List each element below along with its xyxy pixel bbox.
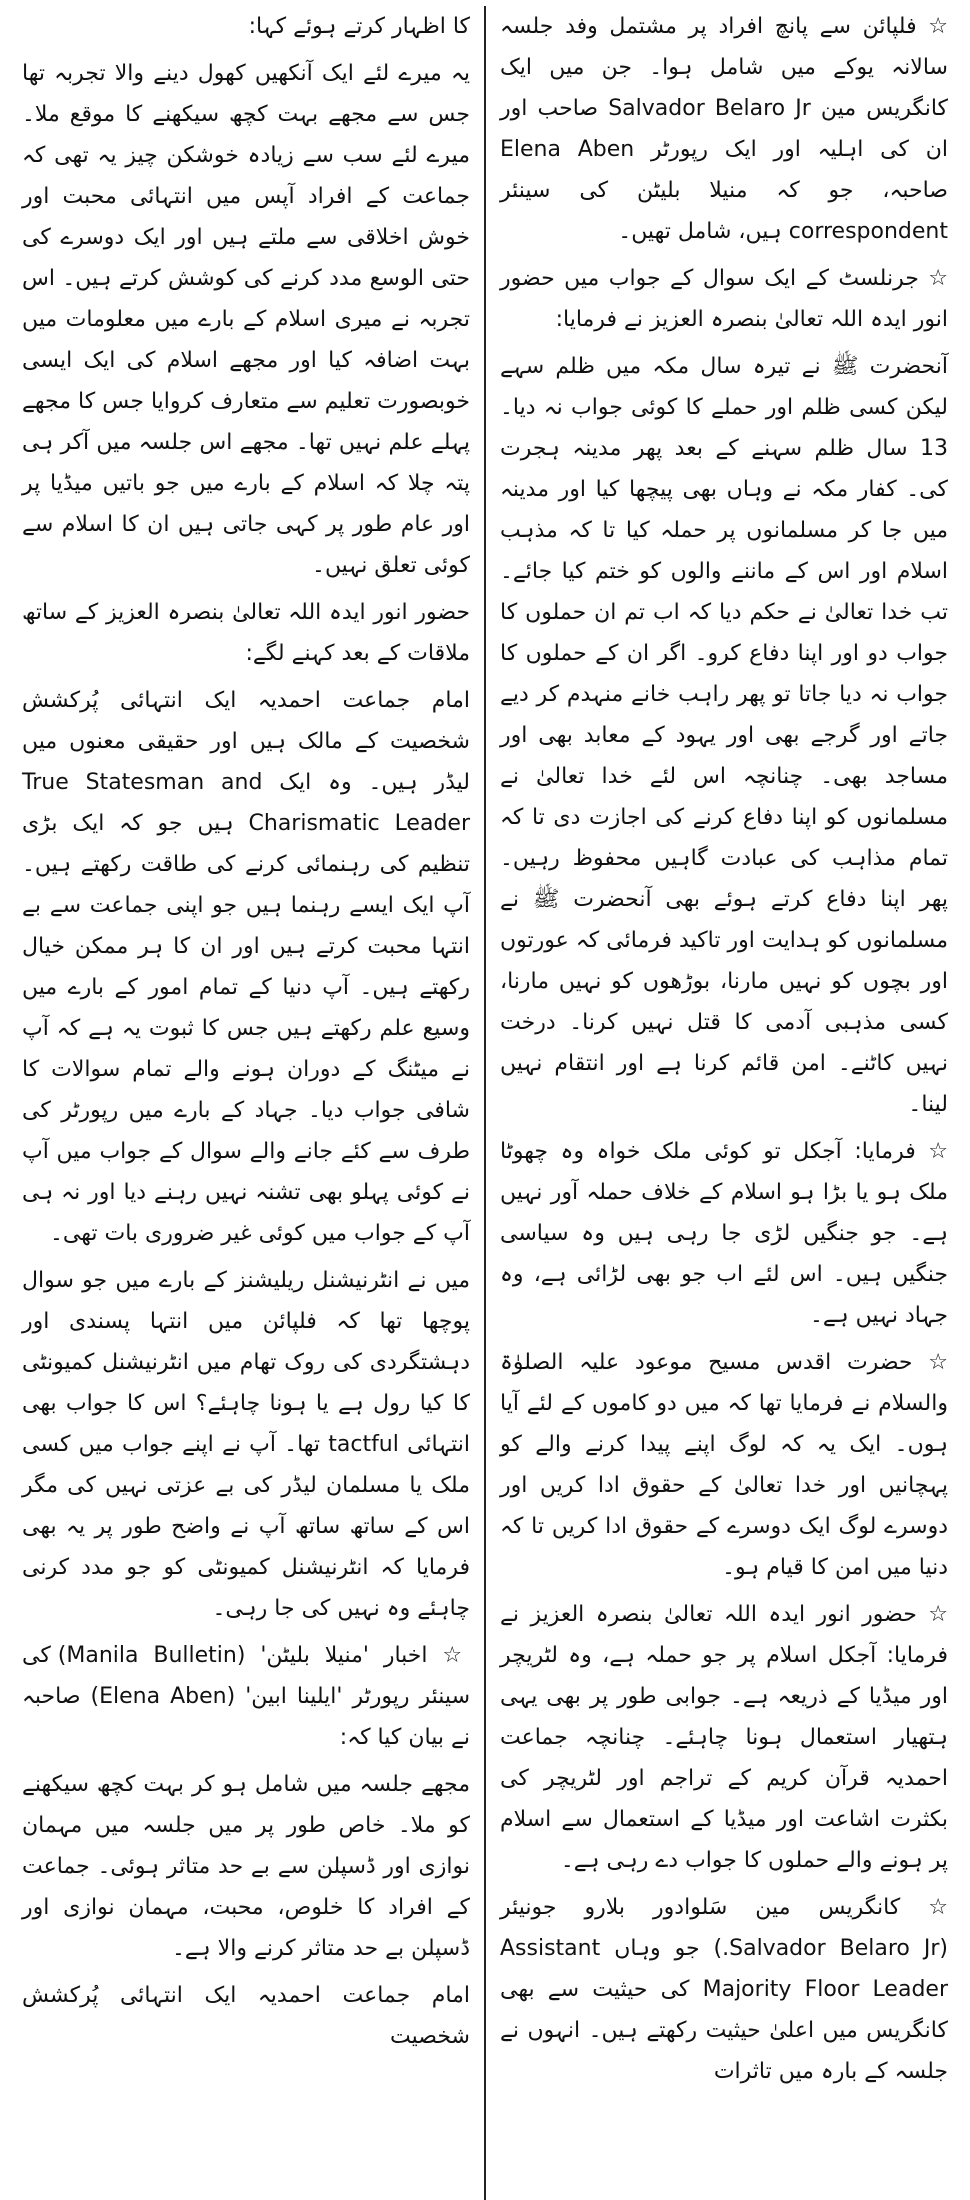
paragraph: ☆ فلپائن سے پانچ افراد پر مشتمل وفد جلسہ سالانہ یوکے میں شامل ہوا۔ جن میں ایک کانگریس مین Salvador Belaro Jr صاحب اور ان کی اہلیہ اور ایک رپورٹر Elena Aben صاحبہ، جو کہ منیلا بلیٹن کی سینئر correspondent ہیں، شامل تھیں۔	[500, 14, 948, 244]
paragraph: امام جماعت احمدیہ ایک انتہائی پُرکشش شخصیت کے مالک ہیں اور حقیقی معنوں میں لیڈر ہیں۔ وہ ایک True Statesman and Charismatic Leader ہیں جو کہ ایک بڑی تنظیم کی رہنمائی کرنے کی طاقت رکھتے ہیں۔ آپ ایک ایسے رہنما ہیں جو اپنی جماعت سے بے انتہا محبت کرتے ہیں اور ان کا ہر ممکن خیال رکھتے ہیں۔ آپ دنیا کے تمام امور کے بارے میں وسیع علم رکھتے ہیں جس کا ثبوت یہ ہے کہ آپ نے میٹنگ کے دوران ہونے والے تمام سوالات کا شافی جواب دیا۔ جہاد کے بارے میں رپورٹر کی طرف سے کئے جانے والے سوال کے جواب میں آپ نے کوئی پہلو بھی تشنہ نہیں رہنے دیا اور نہ ہی آپ کے جواب میں کوئی غیر ضروری بات تھی۔	[22, 688, 470, 1246]
paragraph: امام جماعت احمدیہ ایک انتہائی پُرکشش شخصیت	[22, 1983, 470, 2049]
paragraph: ☆ حضرت اقدس مسیح موعود علیہ الصلوٰۃ والسلام نے فرمایا تھا کہ میں دو کاموں کے لئے آیا ہوں۔ ایک یہ کہ لوگ اپنے پیدا کرنے والے کو پہچانیں اور خدا تعالیٰ کے حقوق ادا کریں اور دوسرے لوگ ایک دوسرے کے حقوق ادا کریں تا کہ دنیا میں امن کا قیام ہو۔	[500, 1350, 948, 1580]
paragraph: مجھے جلسہ میں شامل ہو کر بہت کچھ سیکھنے کو ملا۔ خاص طور پر میں جلسہ میں مہمان نوازی اور ڈسپلن سے بے حد متاثر ہوئی۔ جماعت کے افراد کا خلوص، محبت، مہمان نوازی اور ڈسپلن بے حد متاثر کرنے والا ہے۔	[22, 1772, 470, 1961]
paragraph: ☆ جرنلسٹ کے ایک سوال کے جواب میں حضور انور ایدہ اللہ تعالیٰ بنصرہ العزیز نے فرمایا:	[500, 266, 948, 332]
left-column	[14, 6, 478, 2200]
paragraph: ☆ حضور انور ایدہ اللہ تعالیٰ بنصرہ العزیز نے فرمایا: آجکل اسلام پر جو حملہ ہے، وہ لٹریچر اور میڈیا کے ذریعہ ہے۔ جوابی طور پر بھی یہی ہتھیار استعمال ہونا چاہئے۔ چنانچہ جماعت احمدیہ قرآن کریم کے تراجم اور لٹریچر کی بکثرت اشاعت اور میڈیا کے استعمال سے اسلام پر ہونے والے حملوں کا جواب دے رہی ہے۔	[500, 1602, 948, 1873]
paragraph: ☆ فرمایا: آجکل تو کوئی ملک خواہ وہ چھوٹا ملک ہو یا بڑا ہو اسلام کے خلاف حملہ آور نہیں ہے۔ جو جنگیں لڑی جا رہی ہیں وہ سیاسی جنگیں ہیں۔ اس لئے اب جو بھی لڑائی ہے، وہ جہاد نہیں ہے۔	[500, 1139, 948, 1328]
paragraph: کا اظہار کرتے ہوئے کہا:	[248, 14, 470, 39]
paragraph: آنحضرت ﷺ نے تیرہ سال مکہ میں ظلم سہے لیکن کسی ظلم اور حملے کا کوئی جواب نہ دیا۔ 13 سال ظلم سہنے کے بعد پھر مدینہ ہجرت کی۔ کفار مکہ نے وہاں بھی پیچھا کیا اور مدینہ میں جا کر مسلمانوں پر حملہ کیا تا کہ مذہب اسلام اور اس کے ماننے والوں کو ختم کیا جائے۔ تب خدا تعالیٰ نے حکم دیا کہ اب تم ان حملوں کا جواب دو اور اپنا دفاع کرو۔ اگر ان کے حملوں کا جواب نہ دیا جاتا تو پھر راہب خانے منہدم کر دیے جاتے اور گرجے بھی اور یہود کے معابد بھی اور مساجد بھی۔ چنانچہ اس لئے خدا تعالیٰ نے مسلمانوں کو اپنا دفاع کرنے کی اجازت دی تا کہ تمام مذاہب کی عبادت گاہیں محفوظ رہیں۔ پھر اپنا دفاع کرتے ہوئے بھی آنحضرت ﷺ نے مسلمانوں کو ہدایت اور تاکید فرمائی کہ عورتوں اور بچوں کو نہیں مارنا، بوڑھوں کو نہیں مارنا، کسی مذہبی آدمی کا قتل نہیں کرنا۔ درخت نہیں کاٹنے۔ امن قائم کرنا ہے اور انتقام نہیں لینا۔	[500, 354, 948, 1117]
right-column	[492, 6, 956, 2200]
paragraph: ☆ اخبار 'منیلا بلیٹن' (Manila Bulletin) کی سینئر رپورٹر 'ایلینا ابین' (Elena Aben) صاحبہ نے بیان کیا کہ:	[22, 1643, 470, 1750]
paragraph: حضور انور ایدہ اللہ تعالیٰ بنصرہ العزیز کے ساتھ ملاقات کے بعد کہنے لگے:	[22, 600, 470, 666]
paragraph: ☆ کانگریس مین سَلوادور بلارو جونیئر (Salvador Belaro Jr.) جو وہاں Assistant Majority Floor Leader کی حیثیت سے بھی کانگریس میں اعلیٰ حیثیت رکھتے ہیں۔ انہوں نے جلسہ کے بارہ میں تاثرات	[500, 1895, 948, 2084]
column-divider	[484, 6, 486, 2200]
paragraph: میں نے انٹرنیشنل ریلیشنز کے بارے میں جو سوال پوچھا تھا کہ فلپائن میں انتہا پسندی اور دہشتگردی کی روک تھام میں انٹرنیشنل کمیونٹی کا کیا رول ہے یا ہونا چاہئے؟ اس کا جواب بھی انتہائی tactful تھا۔ آپ نے اپنے جواب میں کسی ملک یا مسلمان لیڈر کی بے عزتی نہیں کی مگر اس کے ساتھ ساتھ آپ نے واضح طور پر یہ بھی فرمایا کہ انٹرنیشنل کمیونٹی کو جو مدد کرنی چاہئے وہ نہیں کی جا رہی۔	[22, 1268, 470, 1621]
paragraph: یہ میرے لئے ایک آنکھیں کھول دینے والا تجربہ تھا جس سے مجھے بہت کچھ سیکھنے کا موقع ملا۔ میرے لئے سب سے زیادہ خوشکن چیز یہ تھی کہ جماعت کے افراد آپس میں انتہائی محبت اور خوش اخلاقی سے ملتے ہیں اور ایک دوسرے کی حتی الوسع مدد کرنے کی کوشش کرتے ہیں۔ اس تجربہ نے میری اسلام کے بارے میں معلومات میں بہت اضافہ کیا اور مجھے اسلام کی ایک ایسی خوبصورت تعلیم سے متعارف کروایا جس کا مجھے پہلے علم نہیں تھا۔ مجھے اس جلسہ میں آکر ہی پتہ چلا کہ اسلام کے بارے میں جو باتیں میڈیا پر اور عام طور پر کہی جاتی ہیں ان کا اسلام سے کوئی تعلق نہیں۔	[22, 61, 470, 578]
